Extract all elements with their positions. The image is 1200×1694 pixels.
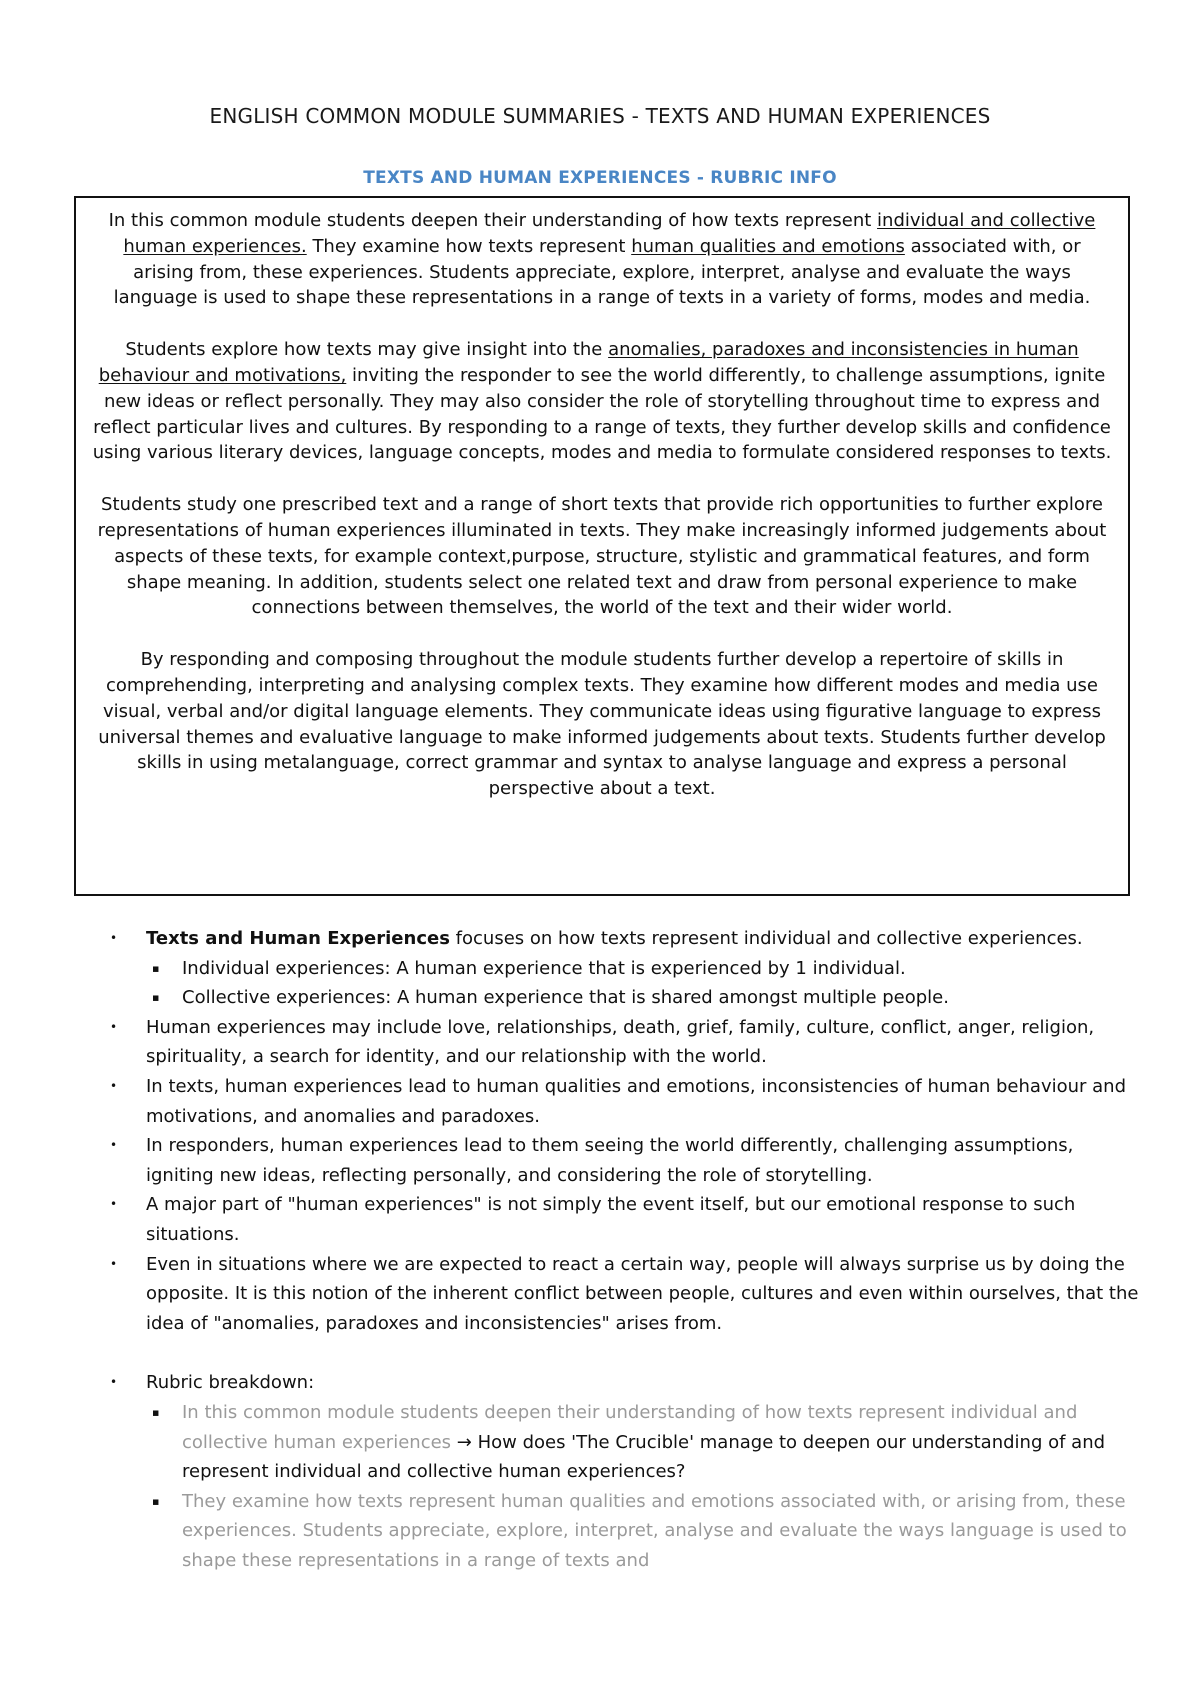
bullet-icon: • (110, 931, 118, 945)
bullet-icon: • (110, 1197, 118, 1212)
rubric-paragraph-1: In this common module students deepen their understanding of how texts represent individual and collective human experiences. They examine how texts represent human qualities and emotions associated with, or arising from, these experiences. Students appreciate, explore, interpret, analyse and evaluate the ways language is used to shape these representations in a range of texts in a variety of forms, modes and media. (108, 210, 1096, 309)
rubric-paragraph-3: Students study one prescribed text and a range of short texts that provide rich opportunities to further explore representations of human experiences illuminated in texts. They make increasingly informed judgements about aspects of these texts, for example context,purpose, structure, stylistic and grammatical features, and form shape meaning. In addition, students select one related text and draw from personal experience to make connections between themselves, the world of the text and their wider world. (97, 494, 1107, 619)
sub-bullet-icon: ▪ (152, 1494, 160, 1508)
bullet-icon: • (110, 1138, 118, 1153)
list-item: • Texts and Human Experiences focuses on how texts represent individual and collective experiences. (110, 924, 1140, 954)
list-item: • Rubric breakdown: (110, 1368, 1140, 1398)
sub-list-item (110, 1487, 1140, 1576)
rubric-paragraph-4: By responding and composing throughout the module students further develop a repertoire of skills in comprehending, interpreting and analysing complex texts. They examine how different modes and media use visual, verbal and/or digital language elements. They communicate ideas using figurative language to express universal themes and evaluative language to make informed judgements about texts. Students further develop skills in using metalanguage, correct grammar and syntax to analyse language and express a personal perspective about a text. (98, 649, 1106, 800)
sub-list-item: ▪ Individual experiences: A human experience that is experienced by 1 individual. (110, 954, 1140, 984)
list-item: • In responders, human experiences lead to them seeing the world differently, challenging assumptions, igniting new ideas, reflecting personally, and considering the role of storytelling. (110, 1131, 1140, 1190)
bullet-icon: • (110, 1256, 118, 1271)
list-item: • In texts, human experiences lead to human qualities and emotions, inconsistencies of human behaviour and motivations, and anomalies and paradoxes. (110, 1072, 1140, 1131)
list-spacer (110, 1338, 1140, 1368)
underlined-phrase: anomalies, paradoxes and inconsistencies in human behaviour and motivations, (98, 339, 1079, 386)
sub-list-item (110, 1398, 1140, 1487)
rubric-quote: They examine how texts represent human qualities and emotions associated with, or arising from, these experiences. Students appreciate, explore, interpret, analyse and evaluate the ways language is used to shape these representations in a range of texts and (182, 1490, 1127, 1571)
sub-bullet-icon: ▪ (152, 991, 160, 1005)
rubric-info-box (74, 196, 1130, 896)
sub-list-item: ▪ Collective experiences: A human experience that is shared amongst multiple people. (110, 983, 1140, 1013)
sub-bullet-icon: ▪ (152, 1405, 160, 1419)
bullet-icon: • (110, 1375, 118, 1390)
bullet-icon: • (110, 1078, 118, 1093)
summary-bullet-list (110, 924, 1140, 1575)
list-item: • A major part of "human experiences" is not simply the event itself, but our emotional response to such situations. (110, 1190, 1140, 1249)
page-title: ENGLISH COMMON MODULE SUMMARIES - TEXTS AND HUMAN EXPERIENCES (209, 104, 991, 128)
list-item: • Human experiences may include love, relationships, death, grief, family, culture, conflict, anger, religion, spirituality, a search for identity, and our relationship with the world. (110, 1013, 1140, 1072)
rubric-paragraph-2: Students explore how texts may give insight into the anomalies, paradoxes and inconsistencies in human behaviour and motivations, inviting the responder to see the world differently, to challenge assumptions, ignite new ideas or reflect personally. They may also consider the role of storytelling throughout time to express and reflect particular lives and cultures. By responding to a range of texts, they further develop skills and confidence using various literary devices, language concepts, modes and media to formulate considered responses to texts. (92, 339, 1112, 464)
list-item: • Even in situations where we are expected to react a certain way, people will always surprise us by doing the opposite. It is this notion of the inherent conflict between people, cultures and even within ourselves, that the idea of "anomalies, paradoxes and inconsistencies" arises from. (110, 1250, 1140, 1339)
bullet-icon: • (110, 1019, 118, 1034)
sub-bullet-icon: ▪ (152, 961, 160, 975)
rubric-question: → How does 'The Crucible' manage to deepen our understanding of and represent individual and collective human experiences? (182, 1431, 1106, 1483)
underlined-phrase: individual and collective human experiences. (123, 210, 1096, 257)
rubric-heading: TEXTS AND HUMAN EXPERIENCES - RUBRIC INFO (363, 168, 837, 188)
rubric-quote: In this common module students deepen their understanding of how texts represent individual and collective human experiences (182, 1401, 1078, 1453)
underlined-phrase: human qualities and emotions (631, 235, 905, 257)
